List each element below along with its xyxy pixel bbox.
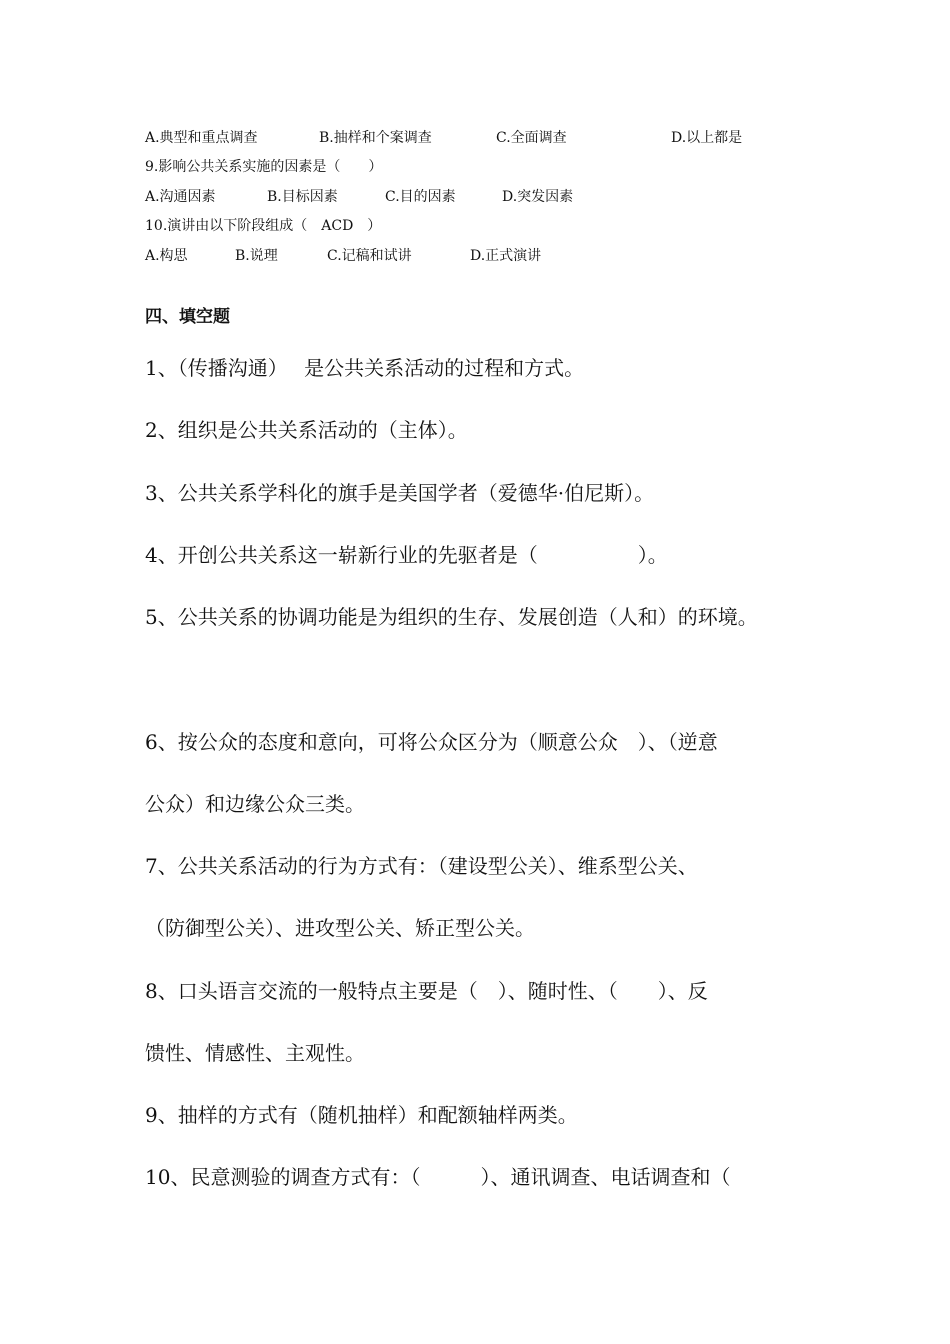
section-title: 四、填空题 (145, 307, 230, 327)
fill-line-3: 3、公共关系学科化的旗手是美国学者（爱德华·伯尼斯）。 (145, 481, 655, 505)
fill-line-2: 2、组织是公共关系活动的（主体）。 (145, 418, 468, 442)
q10-option-a: A.构思 (145, 248, 188, 264)
q9-options (145, 188, 745, 206)
fill-line-9: 9、抽样的方式有（随机抽样）和配额轴样两类。 (145, 1103, 578, 1127)
fill-line-10: 10、民意测验的调查方式有：（ ）、通讯调查、电话调查和（ (145, 1165, 731, 1189)
q8-options (145, 129, 845, 147)
q9-option-d: D.突发因素 (502, 189, 574, 205)
q9-stem: 9.影响公共关系实施的因素是（ ） (145, 159, 383, 175)
fill-line-8-cont: 馈性、情感性、主观性。 (145, 1041, 365, 1065)
fill-line-5: 5、公共关系的协调功能是为组织的生存、发展创造（人和）的环境。 (145, 605, 758, 629)
fill-line-7-cont: （防御型公关）、进攻型公关、矫正型公关。 (145, 916, 535, 940)
q9-option-a: A.沟通因素 (145, 189, 216, 205)
q9-option-b: B.目标因素 (267, 189, 338, 205)
q10-option-d: D.正式演讲 (470, 248, 542, 264)
fill-line-6-cont: 公众）和边缘公众三类。 (145, 792, 365, 816)
q10-option-b: B.说理 (235, 248, 278, 264)
q8-option-d: D.以上都是 (671, 130, 743, 146)
q10-option-c: C.记稿和试讲 (327, 248, 412, 264)
q10-options (145, 247, 745, 265)
fill-line-4: 4、开创公共关系这一崭新行业的先驱者是（ ）。 (145, 543, 668, 567)
fill-line-8: 8、口头语言交流的一般特点主要是（ ）、随时性、（ ）、反 (145, 979, 708, 1003)
q9-option-c: C.目的因素 (385, 189, 456, 205)
q8-option-a: A.典型和重点调查 (145, 130, 258, 146)
fill-line-7: 7、公共关系活动的行为方式有：（建设型公关）、维系型公关、 (145, 854, 698, 878)
fill-line-6: 6、按公众的态度和意向，可将公众区分为（顺意公众 ）、（逆意 (145, 730, 718, 754)
q10-stem: 10.演讲由以下阶段组成（ ACD ） (145, 218, 382, 234)
q8-option-b: B.抽样和个案调查 (319, 130, 432, 146)
fill-line-1: 1、（传播沟通） 是公共关系活动的过程和方式。 (145, 356, 585, 380)
q8-option-c: C.全面调查 (496, 130, 567, 146)
